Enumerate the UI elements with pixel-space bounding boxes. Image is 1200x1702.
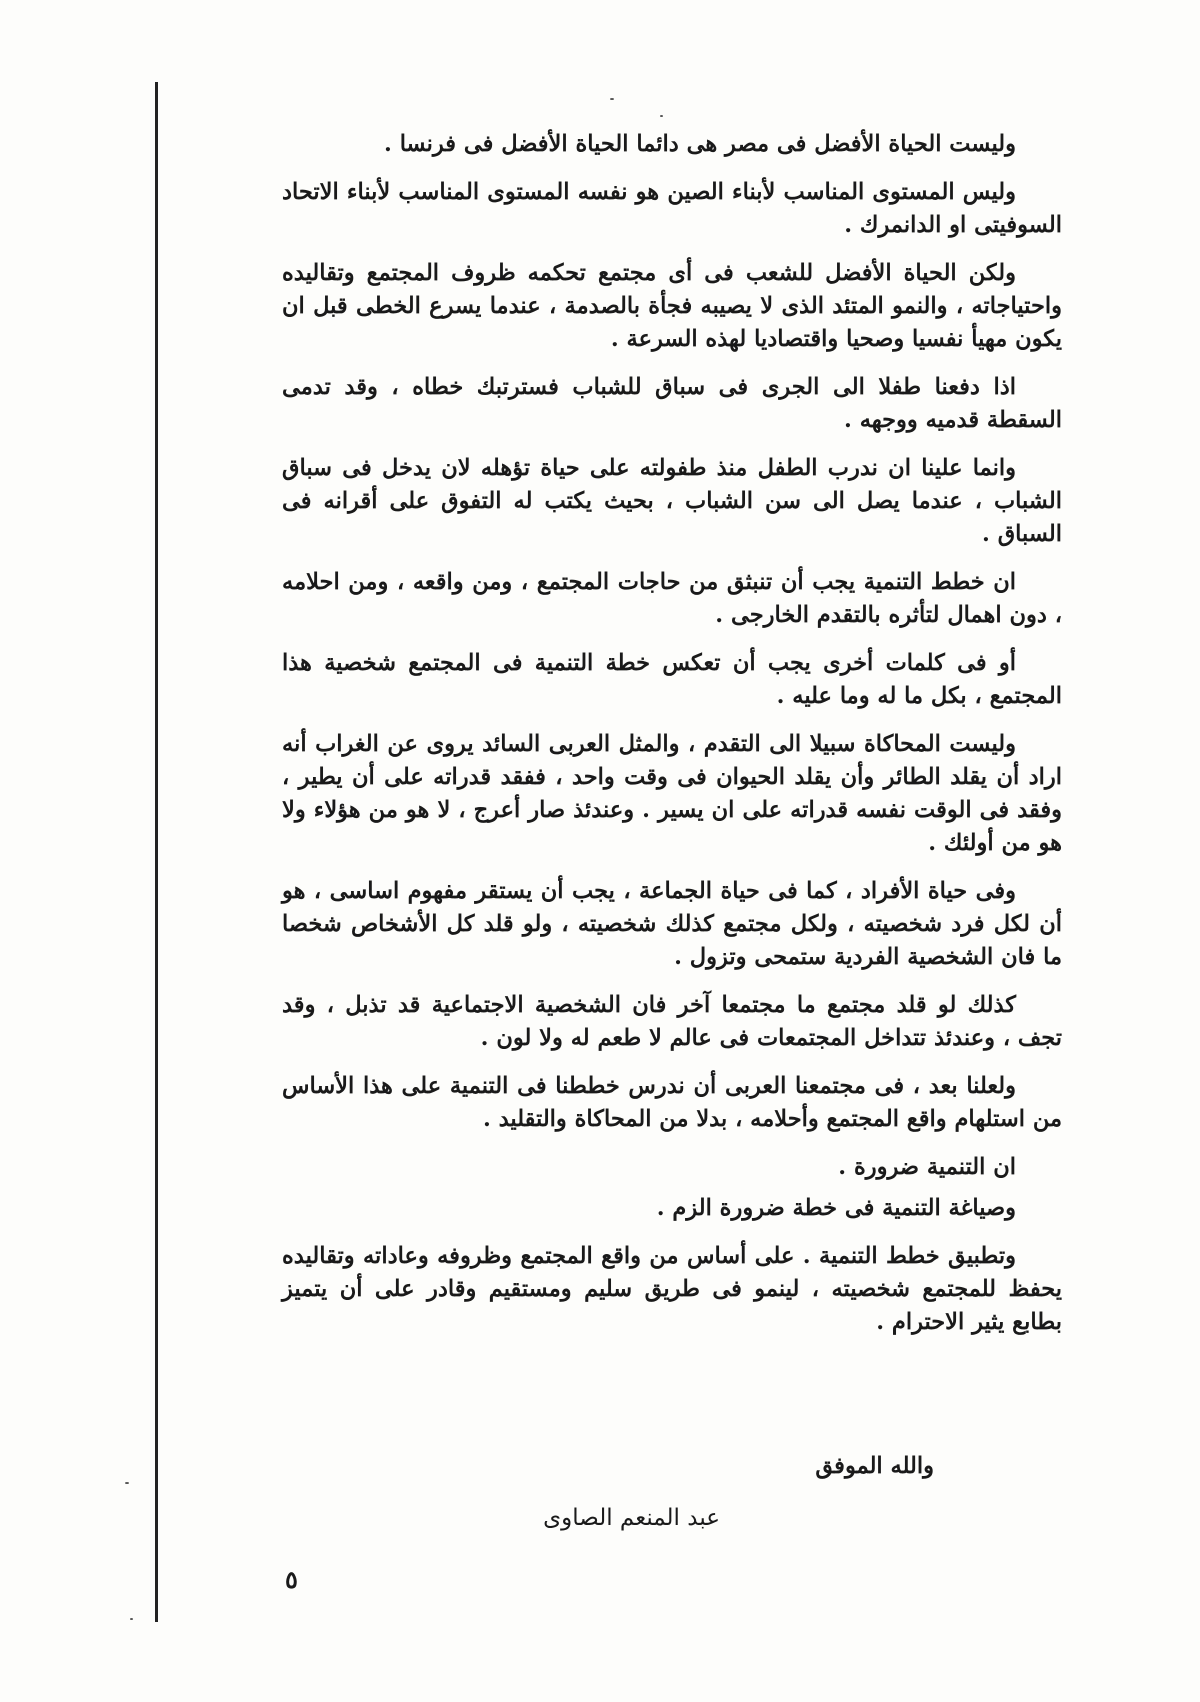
paragraph: ان خطط التنمية يجب أن تنبثق من حاجات المجتمع ، ومن واقعه ، ومن احلامه ، دون اهمال لتأثره بالتقدم الخارجى . (282, 569, 1062, 628)
paragraph: اذا دفعنا طفلا الى الجرى فى سباق للشباب فسترتبك خطاه ، وقد تدمى السقطة قدميه ووجهه . (282, 374, 1062, 433)
scan-speck (125, 1482, 129, 1484)
paragraph: ان التنمية ضرورة . (838, 1154, 1016, 1180)
scan-speck (660, 115, 663, 117)
paragraph: وانما علينا ان ندرب الطفل منذ طفولته على حياة تؤهله لان يدخل فى سباق الشباب ، عندما يصل الى سن الشباب ، بحيث يكتب له التفوق على أقرانه فى السباق . (282, 455, 1062, 547)
paragraph: وصياغة التنمية فى خطة ضرورة الزم . (656, 1195, 1016, 1221)
body-text (282, 128, 1062, 1354)
paragraph: وفى حياة الأفراد ، كما فى حياة الجماعة ، يجب أن يستقر مفهوم اساسى ، هو أن لكل فرد شخصيته ، ولكل مجتمع كذلك شخصيته ، ولو قلد كل الأشخاص شخصا ما فان الشخصية الفردية ستمحى وتزول . (282, 878, 1062, 970)
paragraph: وتطبيق خطط التنمية . على أساس من واقع المجتمع وظروفه وعاداته وتقاليده يحفظ للمجتمع شخصيته ، لينمو فى طريق سليم ومستقيم وقادر على أن يتميز بطابع يثير الاحترام . (282, 1243, 1062, 1335)
paragraph: وليس المستوى المناسب لأبناء الصين هو نفسه المستوى المناسب لأبناء الاتحاد السوفيتى او الدانمرك . (282, 179, 1062, 238)
margin-rule (155, 82, 158, 1622)
paragraph: ولكن الحياة الأفضل للشعب فى أى مجتمع تحكمه ظروف المجتمع وتقاليده واحتياجاته ، والنمو المتئد الذى لا يصيبه فجأة بالصدمة ، عندما يسرع الخطى قبل ان يكون مهيأ نفسيا وصحيا واقتصاديا لهذه السرعة . (282, 260, 1062, 352)
paragraph: أو فى كلمات أخرى يجب أن تعكس خطة التنمية فى المجتمع شخصية هذا المجتمع ، بكل ما له وما عليه . (282, 650, 1062, 709)
paragraph: كذلك لو قلد مجتمع ما مجتمعا آخر فان الشخصية الاجتماعية قد تذبل ، وقد تجف ، وعندئذ تتداخل المجتمعات فى عالم لا طعم له ولا لون . (282, 992, 1062, 1051)
scan-speck (130, 1618, 133, 1620)
paragraph: ولعلنا بعد ، فى مجتمعنا العربى أن ندرس خططنا فى التنمية على هذا الأساس من استلهام واقع المجتمع وأحلامه ، بدلا من المحاكاة والتقليد . (282, 1073, 1062, 1132)
author-signature: عبد المنعم الصاوى (543, 1505, 720, 1531)
page-number: ٥ (285, 1565, 298, 1594)
paragraph: وليست المحاكاة سبيلا الى التقدم ، والمثل العربى السائد يروى عن الغراب أنه اراد أن يقلد الطائر وأن يقلد الحيوان فى وقت واحد ، ففقد قدراته على أن يطير ، وفقد فى الوقت نفسه قدراته على ان يسير . وعندئذ صار أعرج ، لا هو من هؤلاء ولا هو من أولئك . (282, 731, 1062, 856)
paragraph: وليست الحياة الأفضل فى مصر هى دائما الحياة الأفضل فى فرنسا . (384, 131, 1016, 157)
scan-speck (610, 98, 614, 100)
closing-line: والله الموفق (815, 1453, 934, 1479)
